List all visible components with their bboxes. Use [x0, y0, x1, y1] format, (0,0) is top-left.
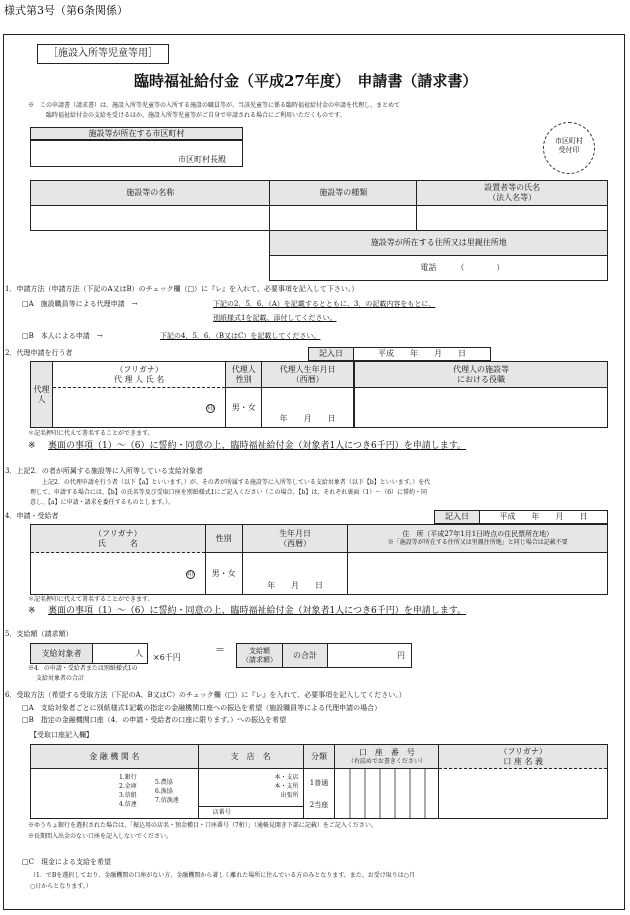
entry-date-2 — [308, 347, 491, 361]
seireki-label: （西暦） — [291, 374, 324, 384]
branch-header: 支 店 名 — [198, 745, 303, 769]
option-6b[interactable]: □B 指定の金融機関口座（4．の申請・受給者の口座に限ります。）への振込を希望 — [22, 716, 287, 724]
account-number-input[interactable] — [335, 769, 439, 819]
account-table — [30, 744, 608, 819]
agent-gender-input[interactable]: 男・女 — [226, 388, 262, 428]
equals-sign: ＝ — [215, 645, 225, 656]
option-1b[interactable]: □B 本人による申請 → — [22, 332, 103, 340]
yucho-note: ※ゆうちょ銀行を選択された場合は、「振込用の店名・預金種目・口座番号（7桁）」（通帳見開き下部に記載）をご記入ください。 — [28, 822, 377, 829]
bank-header: 金 融 機 関 名 — [31, 745, 199, 769]
agent-name-header: 代 理 人 氏 名 — [114, 374, 165, 384]
stamp-text-1: 市区町村 — [555, 137, 583, 145]
account-type: 1普通 — [309, 778, 329, 787]
sign-note: ＊記名押印に代えて署名することができます。 — [28, 596, 154, 603]
founder-header: 設置者等の氏名 — [484, 183, 541, 192]
mayor-label: 市区町村長殿 — [178, 155, 226, 164]
oath-mark: ※ — [28, 441, 36, 451]
gender-header-2: 性別 — [235, 374, 252, 384]
target-count-box — [30, 643, 148, 664]
furigana-label: （フリガナ） — [115, 364, 163, 374]
section-4-title: 4．申請・受給者 — [5, 512, 59, 520]
agent-role-table — [354, 361, 608, 428]
bank-type: 6.漁協 — [155, 788, 173, 795]
agent-name-input[interactable] — [52, 388, 225, 428]
account-no-note: （右詰めでお書きください） — [347, 757, 426, 765]
entry-date-label: 記入日 — [435, 511, 480, 524]
branch-type: 出張所 — [280, 792, 299, 799]
seal-icon: 印 — [207, 404, 214, 412]
bank-type: 7.信漁連 — [155, 797, 179, 804]
amount-label: 支給額 — [249, 646, 270, 655]
amount-label-2: （請求額） — [242, 655, 277, 664]
agent-dob-input[interactable]: 年 月 日 — [262, 388, 354, 428]
section-3-text-3: 意し、【a】に申請・請求を委任するものとします。）。 — [30, 499, 175, 506]
facility-type-header: 施設等の種類 — [270, 181, 417, 206]
store-no-label: 店番号 — [199, 806, 303, 818]
page-title: 臨時福祉給付金（平成27年度） 申請書（請求書） — [134, 72, 478, 90]
multiplier: ×6千円 — [153, 653, 181, 662]
role-header-2: における役職 — [457, 374, 505, 384]
stamp-text-2: 受付印 — [558, 145, 580, 154]
section-6-title: 6．受取方法（希望する受取方法（下記のA、B又はC）のチェック欄（□）に『レ』を入れて、必要事項を記入してください。） — [5, 691, 406, 699]
account-name-header: 口 座 名 義 — [503, 756, 543, 766]
phone-label: 電話 （ ） — [420, 263, 505, 272]
option-1a-text-2: 別紙様式1を記載、添付してください。 — [213, 314, 337, 322]
gender-header: 代理人 — [231, 364, 256, 374]
recipient-dob-input[interactable]: 年 月 日 — [242, 553, 348, 595]
form-number: 様式第3号（第6条関係） — [4, 4, 128, 17]
dob-header: 代理人生年月日 — [279, 364, 336, 374]
facility-name-header: 施設等の名称 — [31, 181, 270, 206]
option-6c-note: （1．でBを選択しており、金融機関の口座がない方、金融機関から著しく離れた場所に住んでいる方のみとなります。また、お受け取りは○月 — [30, 872, 415, 879]
section-3-text-2: 理して、申請する場合には、【b】の氏名等及び受取口座を別紙様式1にご記入ください（この場合、【b】は、それぞれ裏面（1）～（6）に誓約・同 — [30, 489, 428, 496]
founder-input[interactable] — [417, 206, 608, 231]
intro-note-2: 臨時福祉給付金の支給を受けるほか、施設入所等児童等がご自身で申請される場合にご利用いただくものです。 — [46, 112, 346, 119]
recipient-address-input[interactable] — [348, 553, 608, 595]
address-header: 施設等が所在する住所又は里親住所地 — [270, 231, 608, 256]
intro-note: ※ この申請書（請求書）は、施設入所等児童等の入所する施設の職員等が、当該児童等に係る臨時福祉給付金の申請を代理し、まとめて — [28, 102, 401, 109]
facility-name-input[interactable] — [31, 206, 270, 231]
bank-type: 3.信組 — [119, 792, 137, 799]
option-6c[interactable]: □C 現金による支給を希望 — [22, 858, 111, 866]
bank-type: 5.農協 — [155, 779, 173, 786]
branch-input[interactable] — [198, 769, 303, 819]
dormant-note: ※長期間入出金のない口座を記入しないでください。 — [28, 833, 173, 840]
oath-text: 裏面の事項（1）～（6）に誓約・同意の上、臨時福祉給付金（対象者1人につき6千円）を申請します。 — [48, 606, 467, 616]
option-1b-text: 下記の4．5．6．（B又はC）を記載してください。 — [160, 332, 321, 340]
role-header: 代理人の施設等 — [453, 364, 509, 374]
option-6a[interactable]: □A 支給対象者ごとに別紙様式1記載の指定の金融機関口座への振込を希望（施設職員等による代理申請の場合） — [22, 704, 382, 712]
bank-type: 4.信連 — [119, 801, 137, 808]
seal-icon: 印 — [187, 570, 194, 578]
category-label: ［施設入所等児童等用］ — [37, 44, 169, 64]
bank-type: 1.銀行 — [119, 774, 137, 781]
target-label: 支給対象者 — [31, 644, 93, 664]
bank-type: 2.金庫 — [119, 783, 137, 790]
agent-role-input[interactable] — [355, 388, 608, 428]
address-input[interactable] — [270, 256, 608, 281]
facility-table — [30, 180, 608, 281]
agent-label: 代理人 — [31, 362, 53, 428]
facility-type-input[interactable] — [270, 206, 417, 231]
section-3-title: 3．上記2．の者が所属する施設等に入所等している支給対象者 — [5, 467, 203, 475]
section-3-text: 上記2．の代理申請を行う者（以下【a】といいます。）が、その者が所属する施設等に入所等している支給対象者（以下【b】といいます。）を代 — [42, 479, 431, 486]
account-name-input[interactable] — [439, 769, 608, 819]
account-type-input[interactable] — [303, 769, 335, 819]
amount-input[interactable]: 円 — [328, 644, 412, 668]
address-note: ※「施設等が所在する住所又は里親住所地」と同じ場合は記載不要 — [387, 539, 568, 547]
account-type: 2当座 — [309, 800, 329, 809]
dob-header: 生年月日 — [279, 528, 312, 538]
option-6c-note-2: ○日からとなります。） — [30, 883, 92, 890]
option-1a-text: 下記の2．5．6．（A）を記載するとともに、3．の記載内容をもとに、 — [213, 300, 436, 308]
recipient-table — [30, 524, 608, 595]
entry-date-value[interactable]: 平成 年 月 日 — [480, 511, 608, 524]
municipality-label: 施設等が所在する市区町村 — [30, 127, 243, 140]
section-2-title: 2．代理申請を行う者 — [5, 349, 73, 357]
branch-type: 本・支所 — [274, 783, 299, 790]
name-header: 氏 名 — [97, 538, 138, 548]
reception-stamp — [543, 122, 595, 174]
option-1a[interactable]: □A 施設職員等による代理申請 → — [22, 300, 138, 308]
bank-input[interactable] — [31, 769, 199, 819]
category-header: 分類 — [303, 745, 335, 769]
entry-date-label: 記入日 — [309, 348, 354, 361]
furigana-label: （フリガナ） — [94, 528, 142, 538]
section-1-title: 1．申請方法（申請方法（下記のA又はB）のチェック欄（□）に『レ』を入れて、必要事項を記入して下さい。） — [5, 285, 359, 293]
agent-table — [30, 361, 354, 428]
account-no-header: 口 座 番 号 — [358, 747, 415, 757]
total-label: の合計 — [283, 644, 328, 668]
oath-text: 裏面の事項（1）～（6）に誓約・同意の上、臨時福祉給付金（対象者1人につき6千円）を申請します。 — [48, 441, 467, 451]
section-5-note: ※4．の申請・受給者または別紙様式1の — [28, 665, 138, 672]
sign-note: ＊記名押印に代えて署名することができます。 — [28, 430, 154, 437]
amount-box — [236, 643, 412, 668]
section-5-title: 5．支給額（請求額） — [5, 630, 73, 638]
section-5-note-2: 支給対象者の合計 — [36, 675, 85, 682]
entry-date-value[interactable]: 平成 年 月 日 — [354, 348, 491, 361]
branch-type: 本・支店 — [274, 774, 299, 781]
target-count-input[interactable]: 人 — [93, 644, 148, 664]
recipient-gender-input[interactable]: 男・女 — [205, 553, 242, 595]
furigana-label: （フリガナ） — [499, 746, 547, 756]
seireki-label: （西暦） — [279, 538, 312, 548]
entry-date-4 — [434, 510, 608, 524]
oath-mark: ※ — [28, 606, 36, 616]
gender-header: 性別 — [205, 525, 242, 553]
address-header: 住 所（平成27年1月1日時点の住民票所在地） — [402, 530, 554, 539]
founder-header-2: （法人名等） — [488, 193, 537, 202]
recipient-name-input[interactable] — [31, 553, 206, 595]
account-section-title: 【受取口座記入欄】 — [30, 731, 93, 739]
